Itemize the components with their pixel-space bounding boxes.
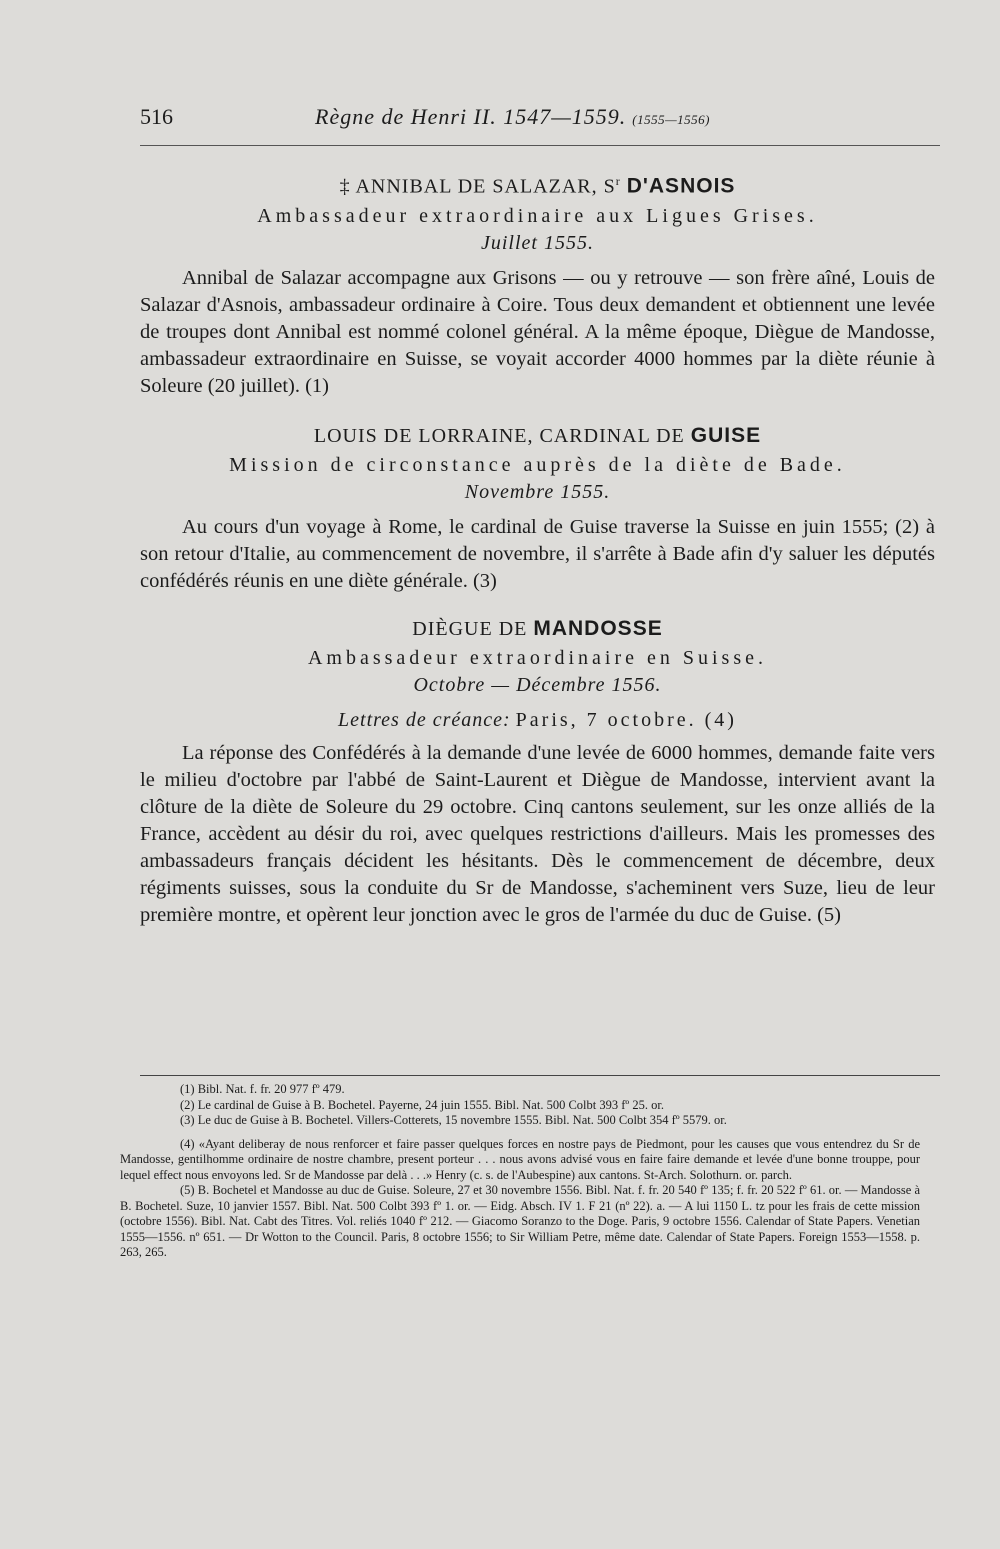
section-role: Ambassadeur extraordinaire aux Ligues Grises. xyxy=(257,204,818,227)
header-rule xyxy=(140,145,940,146)
page-content xyxy=(140,168,935,929)
section-date: Novembre 1555. xyxy=(464,480,611,503)
section-role: Mission de circonstance auprès de la diète de Bade. xyxy=(229,453,846,476)
section-guise xyxy=(140,422,935,595)
running-title: Règne de Henri II. 1547—1559. (1555—1556) xyxy=(315,104,710,129)
footnotes xyxy=(120,1082,920,1261)
section-date: Juillet 1555. xyxy=(481,231,594,254)
page-number: 516 xyxy=(140,104,173,129)
section-heading: DIÈGUE DE MANDOSSE xyxy=(412,616,663,640)
footnote-5: (5) B. Bochetel et Mandosse au duc de Guise. Soleure, 27 et 30 novembre 1556. Bibl. Nat. f. fr. 20 540 fº 135; f. fr. 20 522 fº 61. or. — Mandosse à B. Bochetel. Suze, 10 janvier 1557. Bibl. Nat. 500 Colbt 393 fº 1. or. — Eidg. Absch. IV 1. F 21 (nº 22). a. — A lui 1150 L. tz pour les frais de cette mission (octobre 1556). Bibl. Nat. Cabt des Titres. Vol. reliés 1040 fº 212. — Giacomo Soranzo to the Doge. Paris, 9 octobre 1556. Calendar of State Papers. Venetian 1555—1556. nº 651. — Dr Wotton to the Council. Paris, 8 octobre 1556; to Sir William Petre, même date. Calendar of State Papers. Foreign 1553—1558. p. 263, 265. xyxy=(120,1183,920,1259)
section-heading: ‡ ANNIBAL DE SALAZAR, $S^r$ D'ASNOIS xyxy=(339,174,736,198)
footnote-2: (2) Le cardinal de Guise à B. Bochetel. Payerne, 24 juin 1555. Bibl. Nat. 500 Colbt 393 fº 25. or. xyxy=(180,1097,664,1112)
section-body: La réponse des Confédérés à la demande d'une levée de 6000 hommes, demande faite vers le milieu d'octobre par l'abbé de Saint-Laurent et Diègue de Mandosse, intervient avant la clôture de la diète de Soleure du 29 octobre. Cinq cantons seulement, sur les onze alliés de la France, accèdent au désir du roi, avec quelques restrictions d'ailleurs. Mais les promesses des ambassadeurs français décident les hésitants. Dès le commencement de décembre, deux régiments suisses, sous la conduite du Sr de Mandosse, s'acheminent vers Suze, lieu de leur première montre, et opèrent leur jonction avec le gros de l'armée du duc de Guise. (5) xyxy=(140,741,935,926)
section-date: Octobre — Décembre 1556. xyxy=(413,673,662,696)
section-salazar xyxy=(140,168,935,400)
date-range: (1555—1556) xyxy=(632,112,710,127)
page-header xyxy=(140,104,940,134)
footnote-4: (4) «Ayant deliberay de nous renforcer et faire passer quelques forces en nostre pays de Piedmont, pour les causes que vous entendrez du Sr de Mandosse, gentilhomme ordinaire de nostre chambre, present porteur . . . nous avons advisé vous en faire faire demande et levée d'une bonne trouppe, pour lequel effect nous envoyons led. Sr de Mandosse par delà . . .» Henry (c. s. de l'Aubespine) aux cantons. St-Arch. Solothurn. or. parch. xyxy=(120,1136,920,1182)
section-mandosse xyxy=(140,615,935,929)
section-role: Ambassadeur extraordinaire en Suisse. xyxy=(307,646,767,669)
lettres-de-creance: Lettres de créance: Paris, 7 octobre. (4) xyxy=(338,708,737,731)
section-body: Au cours d'un voyage à Rome, le cardinal de Guise traverse la Suisse en juin 1555; (2) à son retour d'Italie, au commencement de novembre, il s'arrête à Bade afin d'y saluer les députés confédérés réunis en une diète générale. (3) xyxy=(140,515,935,592)
section-heading: LOUIS DE LORRAINE, CARDINAL DE GUISE xyxy=(313,423,762,447)
footnote-1: (1) Bibl. Nat. f. fr. 20 977 fº 479. xyxy=(180,1082,345,1096)
footnote-rule xyxy=(140,1075,940,1076)
footnote-3: (3) Le duc de Guise à B. Bochetel. Villers-Cotterets, 15 novembre 1555. Bibl. Nat. 500 Colbt 354 fº 5579. or. xyxy=(180,1113,727,1127)
section-body: Annibal de Salazar accompagne aux Grisons — ou y retrouve — son frère aîné, Louis de Salazar d'Asnois, ambassadeur ordinaire à Coire. Tous deux demandent et obtiennent une levée de troupes dont Annibal est nommé colonel général. A la même époque, Diègue de Mandosse, ambassadeur extraordinaire en Suisse, se voyait accorder 4000 hommes par la diète réunie à Soleure (20 juillet). (1) xyxy=(140,266,935,397)
